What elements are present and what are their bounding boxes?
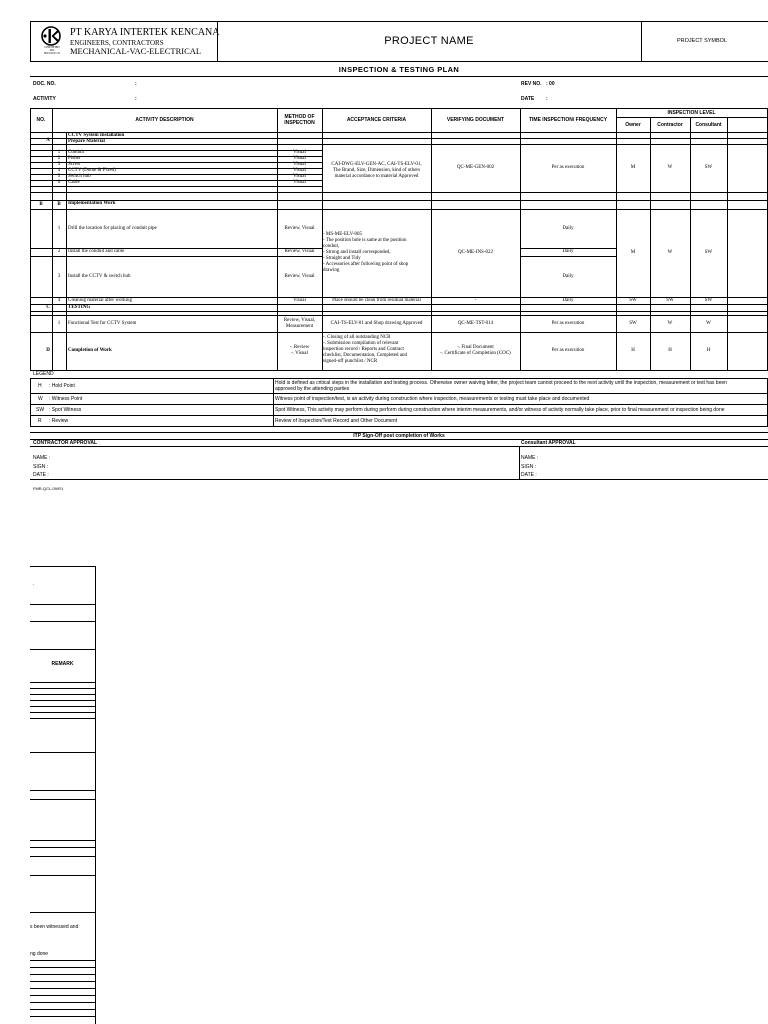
- b2-desc: Install the conduit and cable: [68, 249, 125, 254]
- b2-no: 2: [57, 249, 61, 254]
- rev-value: : 00: [546, 81, 555, 87]
- signoff-title: ITP Sign-Off post completion of Works: [353, 433, 445, 439]
- d-method: -. Review -. Visual: [289, 345, 310, 356]
- legend-r-desc: Review of Inspection/Test Record and Other Document: [275, 418, 398, 424]
- c1-time: Per as execution: [551, 320, 585, 326]
- doc-no-label: DOC. NO.: [33, 81, 56, 87]
- c1-criteria: CAI-TS-ELV-01 and Shop drawing Approved: [330, 320, 423, 326]
- a-item-desc: Cable: [68, 180, 80, 185]
- cert-text: CERTIFIED ISO 9001:2015 W: [43, 45, 61, 55]
- b1-desc: Drill the location for placing of conduit pipe: [68, 225, 157, 231]
- b1-no: 1: [57, 225, 61, 231]
- b2-time: Daily: [562, 249, 574, 254]
- project-name: PROJECT NAME: [384, 35, 474, 47]
- legend-sw-code: SW: [36, 407, 45, 413]
- a-item-method: Visual: [293, 168, 306, 173]
- a-item-method: Visual: [293, 162, 306, 167]
- company-name: PT KARYA INTERTEK KENCANA: [70, 27, 220, 38]
- b4-owner: SW: [629, 297, 637, 303]
- activity-label: ACTIVITY: [33, 96, 56, 102]
- section-b-label: Implementation Work: [68, 201, 116, 206]
- a-item-desc: CCTV (Dome & Fixed): [68, 168, 116, 173]
- a-item-desc: Screw: [68, 162, 81, 167]
- c1-contractor: W: [667, 320, 673, 326]
- col-level: INSPECTION LEVEL: [667, 109, 716, 116]
- b4-method: Visual: [293, 297, 306, 303]
- doc-no-value: :: [135, 81, 137, 87]
- section-b-owner: M: [630, 250, 636, 255]
- col-criteria: ACCEPTANCE CRITERIA: [346, 117, 407, 123]
- page2-remark: REMARK: [51, 661, 74, 667]
- a-item-no: 6: [57, 180, 61, 185]
- d-time: Per as execution: [551, 348, 585, 353]
- consultant-name: NAME :: [521, 455, 539, 461]
- consultant-date: DATE :: [521, 472, 537, 478]
- b2-method: Review, Visual: [284, 249, 315, 254]
- section-b-code2: B: [57, 201, 61, 207]
- legend-w-code: W: [38, 396, 43, 402]
- contractor-name: NAME :: [33, 455, 51, 461]
- d-verify: -. Final Document -. Certificate of Completion (COC): [440, 345, 511, 356]
- a-item-no: 4: [57, 168, 61, 173]
- section-c-label: TESTING: [68, 305, 91, 310]
- section-b-verify: QC-ME-INS-022: [458, 250, 493, 255]
- a-item-desc: Conduit: [68, 150, 85, 155]
- a-item-method: Visual: [293, 150, 306, 155]
- page2-fragment-1: s been witnessed and: [30, 924, 79, 930]
- legend-h-desc: Hold is defined as critical steps in the installation and testing process. Otherwise owner waiving letter, the project team cannot proceed to the next activity until the inspection, measurement or test has been: [275, 380, 727, 386]
- section-a-code: A: [46, 138, 50, 143]
- c1-method: Review, Visual, Measurement: [283, 317, 316, 329]
- b4-criteria: Place should be clean from residual material: [332, 297, 421, 303]
- col-consultant: Consultant: [695, 121, 722, 128]
- a-item-desc: Switch hub: [68, 174, 91, 179]
- page2-fragment-2: ng done: [30, 951, 49, 957]
- section-a-consultant: SW: [704, 165, 713, 170]
- company-subtitle: ENGINEERS, CONTRACTORS: [70, 39, 164, 47]
- b1-method: Review, Visual: [284, 225, 315, 231]
- a-item-method: Visual: [293, 174, 306, 179]
- section-a-title: CCTV System Installation: [68, 133, 125, 138]
- b4-desc: Cleaning material after working: [68, 297, 133, 303]
- c1-verify: QC-ME-TST-014: [457, 320, 494, 326]
- b4-no: 4: [57, 297, 61, 303]
- legend-w-desc: Witness point of inspection/test, is an activity during construction where inspection, measurements or testing must take place and documented: [275, 396, 590, 402]
- col-no: NO.: [36, 117, 46, 123]
- a-item-desc: Fisher: [68, 156, 81, 161]
- a-item-no: 3: [57, 162, 61, 167]
- section-a-verify: QC-ME-GEN-002: [456, 165, 495, 170]
- legend-h-desc2: approved by the attending parties: [275, 386, 350, 392]
- a-item-method: Visual: [293, 156, 306, 161]
- section-a-contractor: W: [667, 165, 673, 170]
- contractor-sign: SIGN :: [33, 464, 49, 470]
- c1-consultant: W: [706, 320, 711, 326]
- section-b-criteria: - MS-ME-ELV-005 - The position hole is same at the position conduit, - Strong and install corresponded, - Straight and Tidy - Accessories after following point of shop drawing: [323, 232, 409, 273]
- page2-dot: .: [33, 581, 35, 587]
- b3-no: 3: [57, 273, 61, 279]
- legend-h-code: H: [38, 383, 42, 389]
- b1-time: Daily: [562, 225, 574, 231]
- section-a-owner: M: [630, 165, 636, 170]
- b3-desc: Install the CCTV & switch hub: [68, 273, 131, 279]
- contractor-date: DATE :: [33, 472, 49, 478]
- col-owner: Owner: [625, 121, 641, 128]
- a-item-no: 5: [57, 174, 61, 179]
- c1-desc: Functional Test for CCTV System: [68, 320, 137, 326]
- c1-no: 1: [57, 320, 61, 326]
- section-c-code: C: [46, 304, 50, 310]
- c1-owner: SW: [629, 320, 637, 326]
- section-b-code: B: [39, 201, 43, 207]
- date-label: DATE: [521, 96, 535, 102]
- a-item-method: Visual: [293, 180, 306, 185]
- b4-consultant: SW: [704, 297, 713, 303]
- project-symbol: PROJECT SYMBOL: [677, 38, 728, 44]
- legend-r-code: R: [38, 418, 42, 424]
- b4-time: Daily: [562, 297, 574, 303]
- b3-method: Review, Visual: [284, 273, 315, 279]
- col-contractor: Contractor: [657, 121, 683, 128]
- d-consultant: H: [706, 348, 711, 353]
- col-method: METHOD OF INSPECTION: [284, 114, 315, 126]
- company-logo-icon: [38, 26, 64, 46]
- form-code: FMR-QCL-09/R1: [33, 486, 64, 491]
- activity-value: :: [135, 96, 137, 102]
- date-value: :: [546, 96, 548, 102]
- legend-h-name: : Hold Point: [49, 383, 75, 389]
- section-d-label: Completion of Work: [68, 348, 112, 353]
- d-owner: H: [631, 348, 635, 353]
- rev-label: REV NO.: [521, 81, 542, 87]
- section-b-consultant: SW: [704, 250, 713, 255]
- col-verify: VERIFYING DOCUMENT: [446, 117, 505, 123]
- col-time: TIME INSPECTION/ FREQUENCY: [528, 117, 608, 123]
- legend-r-name: : Review: [49, 418, 69, 424]
- d-contractor: H: [668, 348, 672, 353]
- d-criteria: -. Closing of all outstanding NCR -. Submission compilation of relevant inspection record / Reports and Contract checklist, Documentation, Completed and signed-off punchlist / NCR: [323, 335, 408, 364]
- consultant-approval: Consultant APPROVAL: [521, 440, 576, 446]
- document-title: INSPECTION & TESTING PLAN: [338, 65, 460, 74]
- a-item-no: 1: [57, 150, 61, 155]
- section-b-contractor: W: [667, 250, 673, 255]
- legend-sw-desc: Spot Witness, This activity may perform during perform during construction where interim measurements, and/or witness of activity normally take place, prior to final measurement or inspection being done: [275, 407, 725, 413]
- section-d-code: D: [46, 348, 50, 353]
- col-activity: ACTIVITY DESCRIPTION: [135, 117, 194, 123]
- legend-title: LEGEND: [33, 371, 54, 377]
- b4-verify: -: [474, 297, 477, 303]
- a-item-no: 2: [57, 156, 61, 161]
- legend-w-name: : Witness Point: [49, 396, 83, 402]
- section-a-time: Per as execution: [551, 165, 585, 170]
- b4-contractor: SW: [666, 297, 674, 303]
- consultant-sign: SIGN :: [521, 464, 537, 470]
- section-a-label: Prepare Material: [68, 139, 105, 144]
- legend-sw-name: : Spot Witness: [49, 407, 82, 413]
- b3-time: Daily: [562, 273, 574, 279]
- company-division: MECHANICAL-VAC-ELECTRICAL: [70, 46, 202, 56]
- contractor-approval: CONTRACTOR APPROVAL: [33, 440, 98, 446]
- section-a-criteria: CAI-DWG-ELV-GEN-AC, CAI-TS-ELV-01, The Brand, Size, Dimension, kind of others material accordance to material Approved: [331, 162, 422, 179]
